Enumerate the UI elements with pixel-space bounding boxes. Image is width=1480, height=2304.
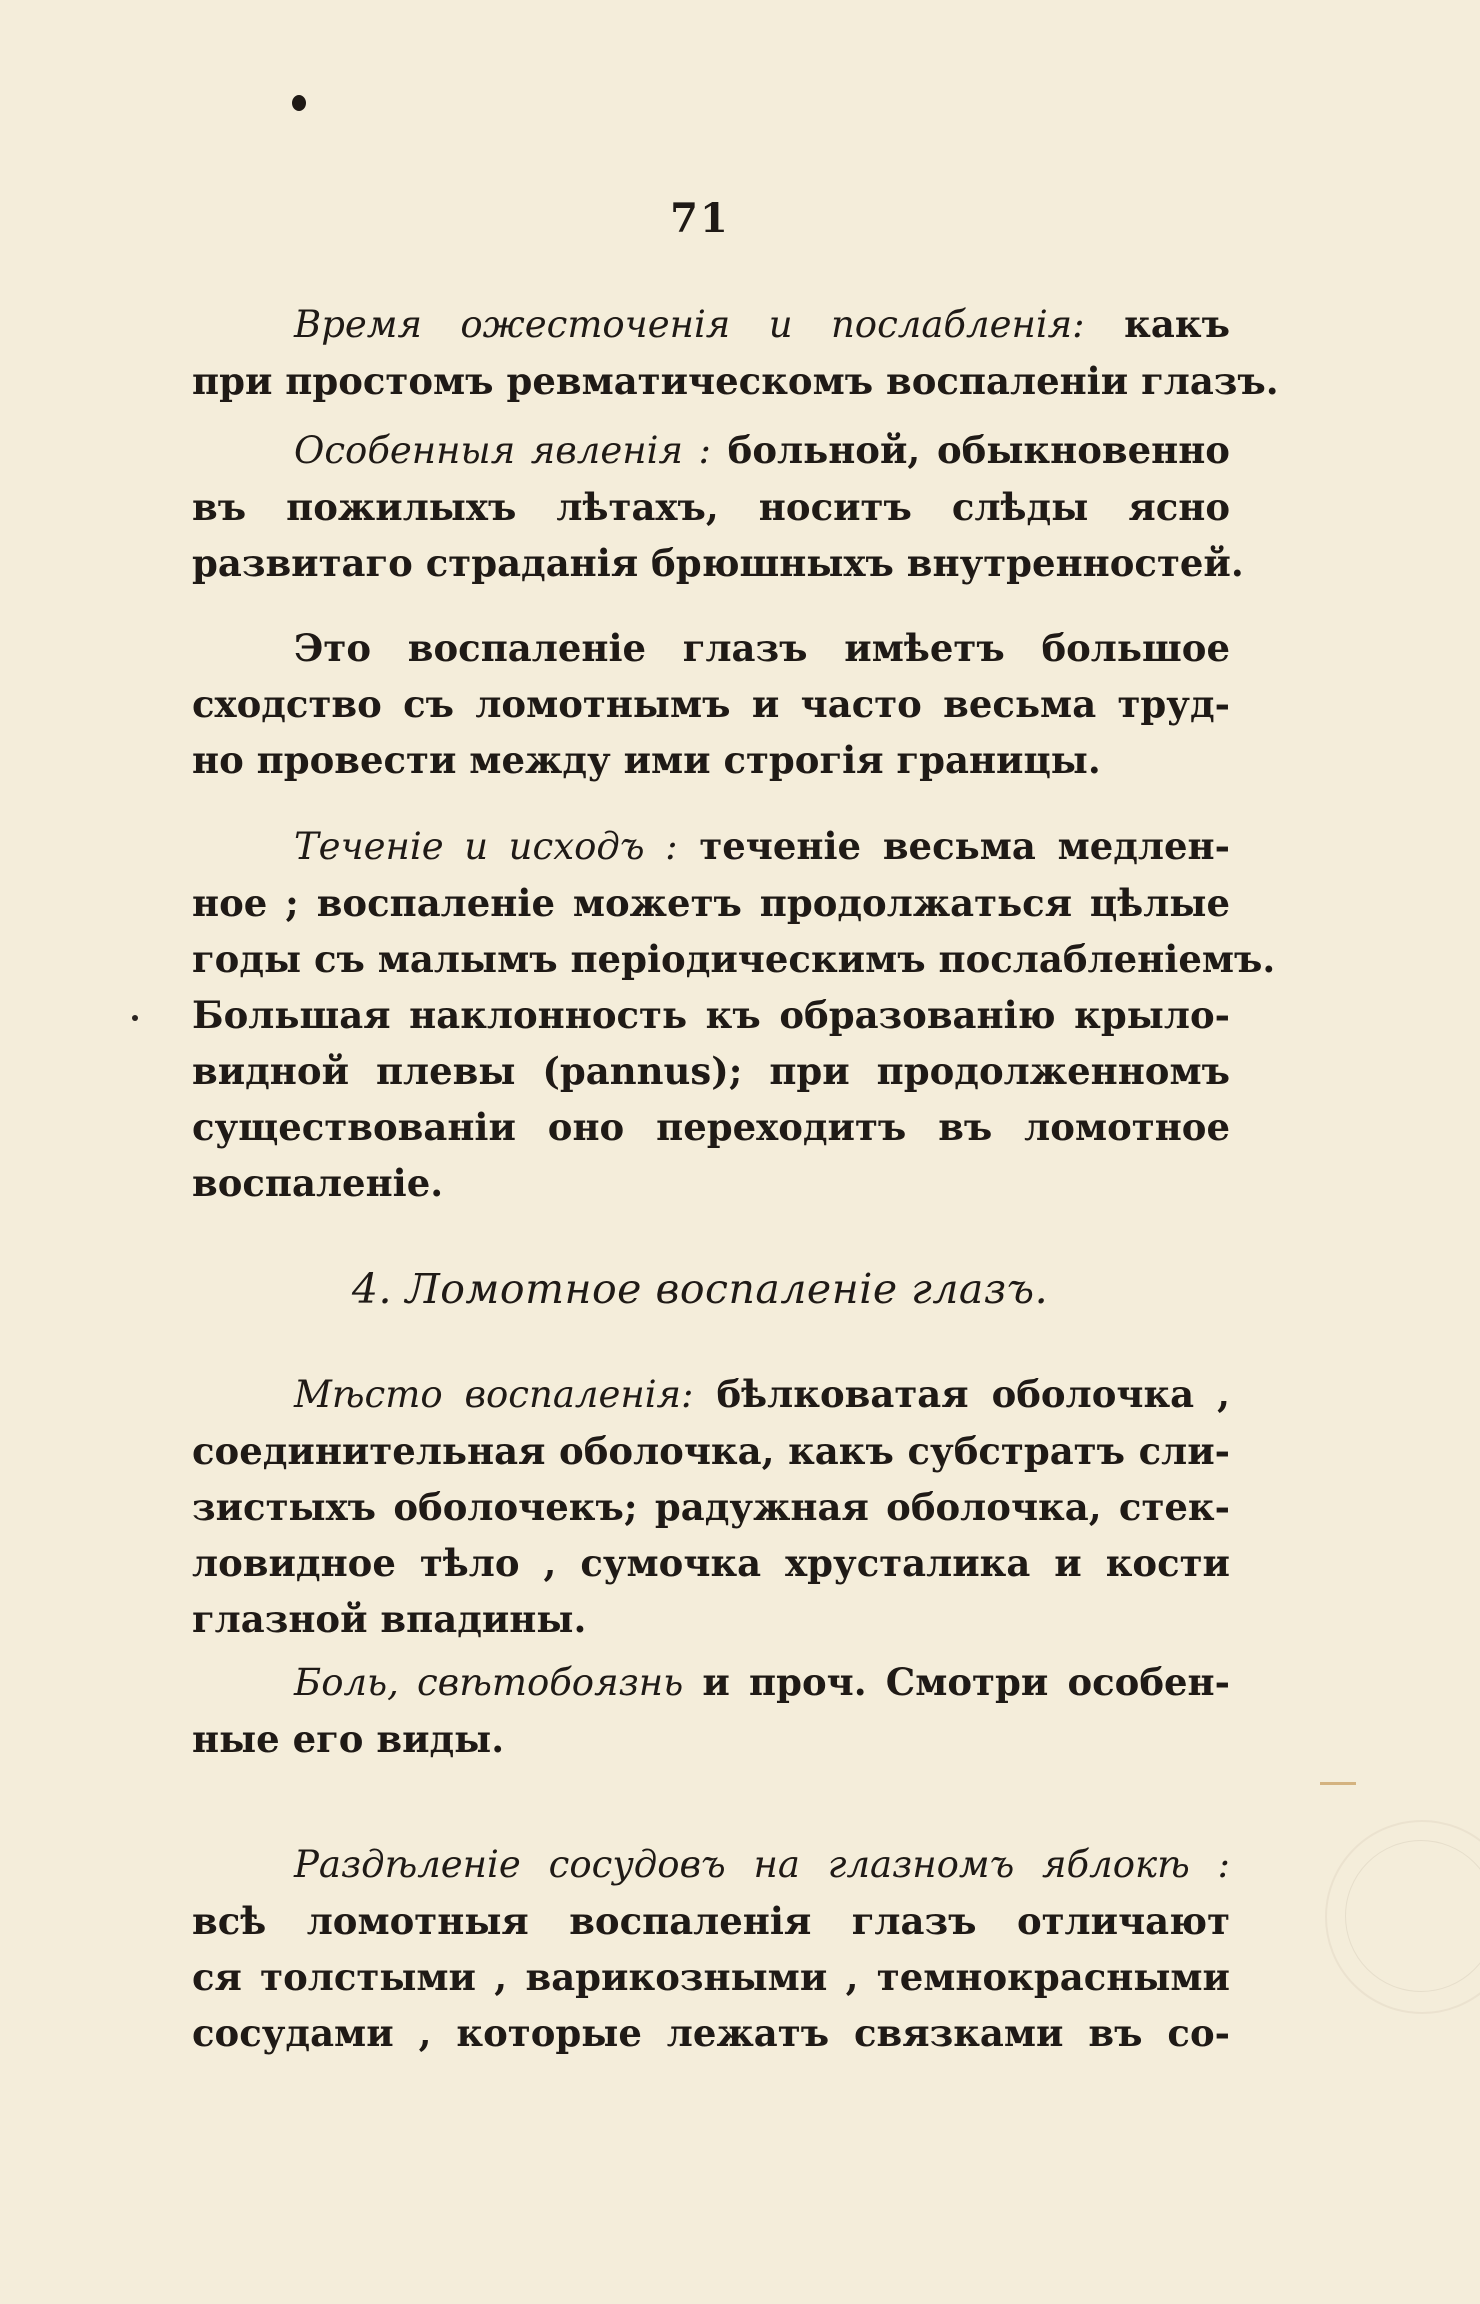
text-line: Мѣсто воспаленія: бѣлковатая оболочка , [294, 1372, 1230, 1416]
text-line: сосудами , которые лежатъ связками въ со- [192, 2011, 1230, 2055]
section-heading: 4. Ломотное воспаленіе глазъ. [351, 1265, 1049, 1313]
text-line [192, 1836, 1230, 1893]
text-line: Время ожесточенія и послабленія: какъ [294, 302, 1230, 346]
paragraph-similarity [192, 620, 1230, 788]
ink-dot [292, 95, 306, 111]
text-line: Большая наклонность къ образованію крыло- [192, 993, 1230, 1037]
text-line: при простомъ ревматическомъ воспаленіи глазъ. [192, 359, 1279, 403]
text-line: сходство съ ломотнымъ и часто весьма труд- [192, 682, 1230, 726]
text-line: но провести между ими строгія границы. [192, 738, 1101, 782]
paragraph-features [192, 422, 1244, 591]
page-number: 71 [670, 195, 730, 242]
italic-term: Мѣсто воспаленія: [294, 1373, 694, 1416]
text-line: развитаго страданія брюшныхъ внутренностей. [192, 541, 1244, 585]
text-line: въ пожилыхъ лѣтахъ, носитъ слѣды ясно [192, 485, 1230, 529]
paragraph-course [192, 818, 1276, 1211]
paragraph-timing [192, 296, 1279, 409]
italic-term: Особенныя явленія : [294, 429, 711, 472]
italic-term: Раздѣленіе сосудовъ на глазномъ яблокѣ : [294, 1843, 1230, 1886]
paragraph-location [192, 1366, 1230, 1647]
paper-stain [1320, 1782, 1356, 1785]
text-line: Теченіе и исходъ : теченіе весьма медлен- [294, 824, 1230, 868]
text-line: Это воспаленіе глазъ имѣетъ большое [294, 626, 1230, 670]
text-line: соединительная оболочка, какъ субстратъ сли- [192, 1429, 1230, 1473]
italic-term: Теченіе и исходъ : [294, 825, 678, 868]
text-line: Боль, свѣтобоязнь и проч. Смотри особен- [294, 1660, 1230, 1704]
italic-term: Боль, свѣтобоязнь [294, 1661, 684, 1704]
text-line: глазной впадины. [192, 1597, 587, 1641]
text-line: Особенныя явленія : больной, обыкновенно [294, 428, 1230, 472]
text-line: ное ; воспаленіе можетъ продолжаться цѣлые [192, 881, 1230, 925]
text-line: воспаленіе. [192, 1161, 444, 1205]
text-line: ся толстыми , варикозными , темнокрасными [192, 1955, 1230, 1999]
text-line: годы съ малымъ періодическимъ послабленіемъ. [192, 937, 1276, 981]
italic-term: Время ожесточенія и послабленія: [294, 303, 1085, 346]
paragraph-vessels [192, 1836, 1230, 2061]
text-line: зистыхъ оболочекъ; радужная оболочка, стек- [192, 1485, 1230, 1529]
text-line: всѣ ломотныя воспаленія глазъ отличают [192, 1899, 1230, 1943]
text-line: видной плевы (pannus); при продолженномъ [192, 1049, 1230, 1093]
text-line: ные его виды. [192, 1717, 505, 1761]
text-line: существованіи оно переходитъ въ ломотное [192, 1105, 1230, 1149]
paragraph-pain [192, 1654, 1230, 1767]
margin-mark [132, 1015, 138, 1021]
text-line: ловидное тѣло , сумочка хрусталика и кости [192, 1541, 1230, 1585]
